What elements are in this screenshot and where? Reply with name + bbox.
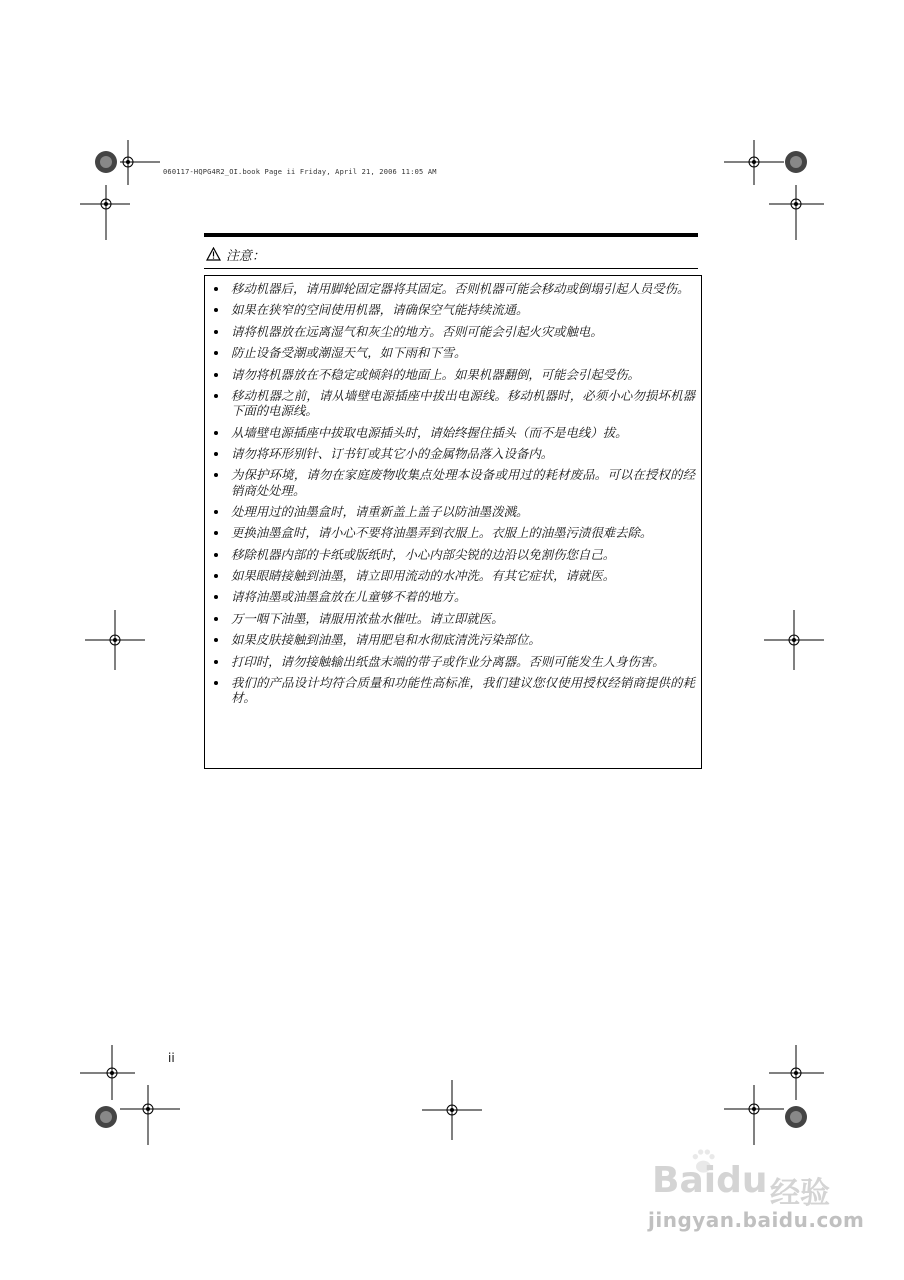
registration-mark-bottom-right — [724, 1045, 824, 1145]
caution-item: 我们的产品设计均符合质量和功能性高标准，我们建议您仅使用授权经销商提供的耗材。 — [213, 675, 695, 705]
caution-item: 打印时，请勿接触输出纸盘末端的带子或作业分离器。否则可能发生人身伤害。 — [213, 654, 695, 669]
registration-mark-middle-left — [85, 610, 145, 670]
caution-box — [204, 275, 702, 769]
registration-mark-bottom-center — [422, 1080, 482, 1140]
caution-item: 为保护环境，请勿在家庭废物收集点处理本设备或用过的耗材废品。可以在授权的经销商处处理。 — [213, 467, 695, 497]
book-file-header: 060117-HQPG4R2_OI.book Page ii Friday, April 21, 2006 11:05 AM — [163, 168, 437, 176]
caution-underline — [204, 268, 698, 269]
watermark-cn: 经验 — [770, 1176, 830, 1211]
caution-item: 处理用过的油墨盒时，请重新盖上盖子以防油墨泼溅。 — [213, 504, 695, 519]
caution-item: 万一咽下油墨，请服用浓盐水催吐。请立即就医。 — [213, 611, 695, 626]
caution-item: 请勿将机器放在不稳定或倾斜的地面上。如果机器翻倒，可能会引起受伤。 — [213, 367, 695, 382]
caution-list — [205, 276, 701, 705]
caution-item: 请勿将环形别针、订书钉或其它小的金属物品落入设备内。 — [213, 446, 695, 461]
caution-item: 如果在狭窄的空间使用机器，请确保空气能持续流通。 — [213, 302, 695, 317]
caution-title: 注意： — [226, 248, 266, 264]
warning-triangle-icon — [206, 247, 221, 261]
watermark-url: jingyan.baidu.com — [648, 1208, 865, 1232]
caution-item: 如果皮肤接触到油墨，请用肥皂和水彻底清洗污染部位。 — [213, 632, 695, 647]
caution-heading — [206, 244, 265, 264]
registration-mark-top-right — [724, 140, 824, 240]
caution-item: 移动机器之前，请从墙壁电源插座中拔出电源线。移动机器时，必须小心勿损坏机器下面的电源线。 — [213, 388, 695, 418]
caution-item: 更换油墨盒时，请小心不要将油墨弄到衣服上。衣服上的油墨污渍很难去除。 — [213, 525, 695, 540]
caution-item: 如果眼睛接触到油墨，请立即用流动的水冲洗。有其它症状，请就医。 — [213, 568, 695, 583]
caution-item: 请将机器放在远离湿气和灰尘的地方。否则可能会引起火灾或触电。 — [213, 324, 695, 339]
registration-mark-top-left — [80, 140, 160, 240]
caution-item: 防止设备受潮或潮湿天气，如下雨和下雪。 — [213, 345, 695, 360]
registration-mark-middle-right — [764, 610, 824, 670]
section-top-rule — [204, 233, 698, 237]
caution-item: 请将油墨或油墨盒放在儿童够不着的地方。 — [213, 589, 695, 604]
watermark-brand: Baidu — [652, 1160, 768, 1201]
caution-item: 移动机器后，请用脚轮固定器将其固定。否则机器可能会移动或倒塌引起人员受伤。 — [213, 281, 695, 296]
page-number: ii — [168, 1051, 175, 1065]
registration-mark-bottom-left — [80, 1045, 180, 1145]
caution-item: 从墙壁电源插座中拔取电源插头时，请始终握住插头（而不是电线）拔。 — [213, 425, 695, 440]
caution-item: 移除机器内部的卡纸或版纸时，小心内部尖锐的边沿以免割伤您自己。 — [213, 547, 695, 562]
